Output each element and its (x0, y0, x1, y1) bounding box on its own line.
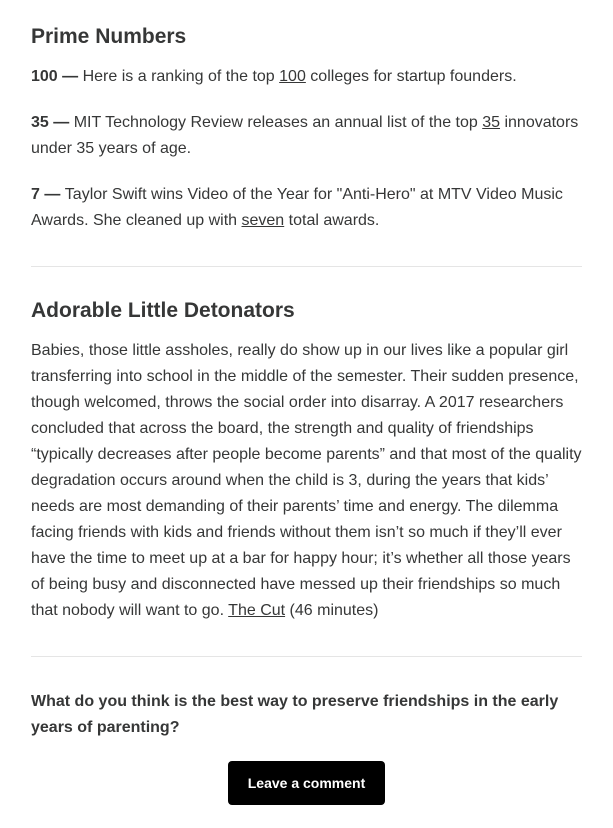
prime-number-item-100 (31, 64, 582, 90)
prime-number-text-end: innovators under 35 years of age. (31, 114, 579, 157)
comment-button-container (0, 761, 613, 805)
prime-number-dash: — (39, 186, 65, 203)
section-divider (31, 656, 582, 657)
prime-number-text: Taylor Swift wins Video of the Year for "Anti-Hero" at MTV Video Music Awards. She cleaned up with (31, 186, 563, 229)
discussion-question: What do you think is the best way to preserve friendships in the early years of parenting? (31, 693, 559, 736)
prime-number-value: 35 (31, 114, 49, 131)
article-body (31, 338, 582, 624)
prime-number-item-7 (31, 182, 582, 234)
prime-numbers-heading: Prime Numbers (31, 25, 187, 48)
read-time: (46 minutes) (285, 602, 379, 619)
prime-number-text-end: colleges for startup founders. (305, 68, 517, 85)
prime-number-text-end: total awards. (284, 212, 380, 229)
leave-comment-button[interactable]: Leave a comment (228, 761, 386, 805)
prime-number-dash: — (48, 114, 74, 131)
prime-number-link-seven[interactable]: seven (241, 212, 285, 229)
prime-number-link-35[interactable]: 35 (482, 114, 501, 131)
prime-number-value: 100 (31, 68, 58, 85)
prime-number-item-35 (31, 110, 582, 162)
article-heading: Adorable Little Detonators (31, 299, 295, 322)
section-divider (31, 266, 582, 267)
prime-number-dash: — (57, 68, 83, 85)
source-link-the-cut[interactable]: The Cut (228, 602, 286, 619)
prime-number-text: Here is a ranking of the top (82, 68, 280, 85)
article-body-text: Babies, those little assholes, really do show up in our lives like a popular girl transferring into school in the middle of the semester. Their sudden presence, though welcomed, throws the social order into disarray. A 2017 researchers concluded that across the board, the strength and quality of friendships “typically decreases after people become parents” and that most of the quality degradation occurs around when the child is 3, during the years that kids’ needs are most demanding of their parents’ time and energy. The dilemma facing friends with kids and friends without them isn’t so much if they’ll ever have the time to meet up at a bar for happy hour; it’s whether all those years of being busy and disconnected have messed up their friendships so much that nobody will want to go. (31, 342, 582, 619)
prime-number-text: MIT Technology Review releases an annual list of the top (73, 114, 483, 131)
prime-number-value: 7 (31, 186, 40, 203)
prime-number-link-100[interactable]: 100 (279, 68, 306, 85)
